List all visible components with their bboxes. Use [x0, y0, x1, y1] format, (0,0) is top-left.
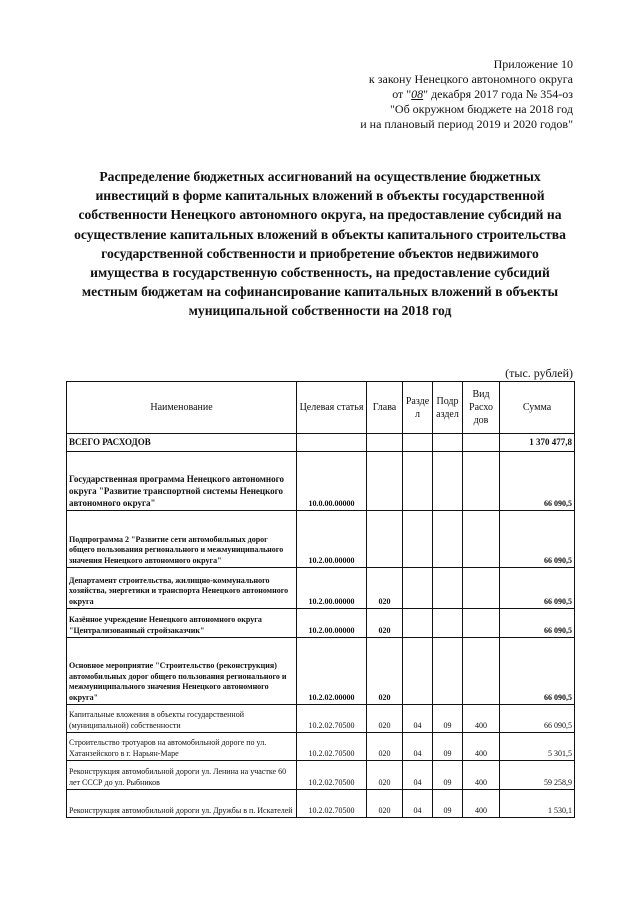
header-section: Разде л — [403, 382, 433, 434]
row-amount: 1 530,1 — [500, 790, 575, 818]
units-label: (тыс. рублей) — [505, 366, 573, 380]
row-subsection — [433, 638, 463, 705]
row-chapter: 020 — [367, 761, 403, 790]
row-subsection — [433, 609, 463, 638]
row-chapter: 020 — [367, 790, 403, 818]
appendix-title: Приложение 10 — [493, 57, 573, 71]
row-expense-type: 400 — [463, 761, 500, 790]
row-amount: 1 370 477,8 — [500, 434, 575, 452]
header-expense-type: Вид Расхо дов — [463, 382, 500, 434]
table-row — [67, 790, 575, 818]
row-chapter: 020 — [367, 733, 403, 761]
table-row — [67, 609, 575, 638]
row-subsection: 09 — [433, 705, 463, 733]
table-row — [67, 568, 575, 609]
row-subsection: 09 — [433, 761, 463, 790]
row-name: Реконструкция автомобильной дороги ул. Дружбы в п. Искателей — [67, 790, 297, 818]
row-chapter: 020 — [367, 638, 403, 705]
header-name: Наименование — [67, 382, 297, 434]
appendix-law-ref: к закону Ненецкого автономного округа — [368, 72, 573, 86]
row-chapter — [367, 511, 403, 568]
budget-table — [66, 381, 575, 818]
row-amount: 66 090,5 — [500, 638, 575, 705]
row-target: 10.2.02.70500 — [297, 761, 367, 790]
row-subsection — [433, 568, 463, 609]
appendix-block — [360, 57, 573, 132]
row-chapter — [367, 434, 403, 452]
row-expense-type — [463, 452, 500, 511]
row-expense-type: 400 — [463, 790, 500, 818]
row-amount: 5 301,5 — [500, 733, 575, 761]
row-name: Реконструкция автомобильной дороги ул. Ленина на участке 60 лет СССР до ул. Рыбников — [67, 761, 297, 790]
row-name: Казённое учреждение Ненецкого автономного округа "Централизованный стройзаказчик" — [67, 609, 297, 638]
row-target: 10.2.00.00000 — [297, 609, 367, 638]
row-amount: 66 090,5 — [500, 705, 575, 733]
row-name: Основное мероприятие "Строительство (реконструкция) автомобильных дорог общего пользования регионального и межмуниципального значения Ненецкого автономного округа" — [67, 638, 297, 705]
document-title: Распределение бюджетных ассигнований на осуществление бюджетных инвестиций в форме капитальных вложений в объекты государственной собственности Ненецкого автономного округа, на предоставление субсидий на осуществление капитальных вложений в объекты капитального строительства государственной собственности и приобретение объектов недвижимого имущества в государственную собственность, на предоставление субсидий местным бюджетам на софинансирование капитальных вложений в объекты муниципальной собственности на 2018 год — [74, 169, 566, 319]
row-section: 04 — [403, 733, 433, 761]
table-row — [67, 761, 575, 790]
row-subsection — [433, 511, 463, 568]
row-name: ВСЕГО РАСХОДОВ — [67, 434, 297, 452]
date-prefix: от " — [392, 87, 412, 101]
row-name: Подпрограмма 2 "Развитие сети автомобильных дорог общего пользования регионального и межмуниципального значения Ненецкого автономного округа" — [67, 511, 297, 568]
row-subsection — [433, 452, 463, 511]
table-row — [67, 452, 575, 511]
row-amount: 66 090,5 — [500, 609, 575, 638]
row-target: 10.2.02.70500 — [297, 790, 367, 818]
table-row — [67, 638, 575, 705]
row-expense-type — [463, 609, 500, 638]
row-subsection: 09 — [433, 790, 463, 818]
appendix-law-period: и на плановый период 2019 и 2020 годов" — [360, 117, 573, 131]
row-name: Капитальные вложения в объекты государственной (муниципальной) собственности — [67, 705, 297, 733]
row-expense-type — [463, 511, 500, 568]
row-expense-type: 400 — [463, 705, 500, 733]
header-target: Целевая статья — [297, 382, 367, 434]
row-name: Департамент строительства, жилищно-коммунального хозяйства, энергетики и транспорта Ненецкого автономного округа — [67, 568, 297, 609]
row-amount: 66 090,5 — [500, 511, 575, 568]
row-name: Строительство тротуаров на автомобильной дороге по ул. Хатанзейского в г. Нарьян-Маре — [67, 733, 297, 761]
header-chapter: Глава — [367, 382, 403, 434]
row-amount: 59 258,9 — [500, 761, 575, 790]
row-section: 04 — [403, 705, 433, 733]
row-chapter: 020 — [367, 609, 403, 638]
row-amount: 66 090,5 — [500, 568, 575, 609]
row-chapter: 020 — [367, 705, 403, 733]
row-section — [403, 434, 433, 452]
appendix-law-name: "Об окружном бюджете на 2018 год — [390, 102, 573, 116]
table-row — [67, 511, 575, 568]
row-chapter — [367, 452, 403, 511]
date-suffix: " декабря 2017 года № 354-оз — [423, 87, 573, 101]
row-section: 04 — [403, 761, 433, 790]
row-expense-type — [463, 638, 500, 705]
date-day-handwritten: 08 — [411, 87, 424, 101]
row-expense-type — [463, 434, 500, 452]
row-subsection — [433, 434, 463, 452]
row-section — [403, 511, 433, 568]
row-target: 10.2.02.70500 — [297, 705, 367, 733]
row-amount: 66 090,5 — [500, 452, 575, 511]
row-section — [403, 609, 433, 638]
row-name: Государственная программа Ненецкого автономного округа "Развитие транспортной системы Ненецкого автономного округа" — [67, 452, 297, 511]
row-section — [403, 638, 433, 705]
row-subsection: 09 — [433, 733, 463, 761]
row-expense-type — [463, 568, 500, 609]
table-row — [67, 733, 575, 761]
table-row — [67, 705, 575, 733]
row-target: 10.2.02.00000 — [297, 638, 367, 705]
row-target — [297, 434, 367, 452]
table-row — [67, 434, 575, 452]
row-target: 10.0.00.00000 — [297, 452, 367, 511]
row-target: 10.2.02.70500 — [297, 733, 367, 761]
row-target: 10.2.00.00000 — [297, 511, 367, 568]
row-section: 04 — [403, 790, 433, 818]
row-section — [403, 452, 433, 511]
row-section — [403, 568, 433, 609]
appendix-date — [360, 87, 573, 102]
header-amount: Сумма — [500, 382, 575, 434]
header-subsection: Подр аздел — [433, 382, 463, 434]
row-expense-type: 400 — [463, 733, 500, 761]
row-target: 10.2.00.00000 — [297, 568, 367, 609]
table-header-row — [67, 382, 575, 434]
row-chapter: 020 — [367, 568, 403, 609]
